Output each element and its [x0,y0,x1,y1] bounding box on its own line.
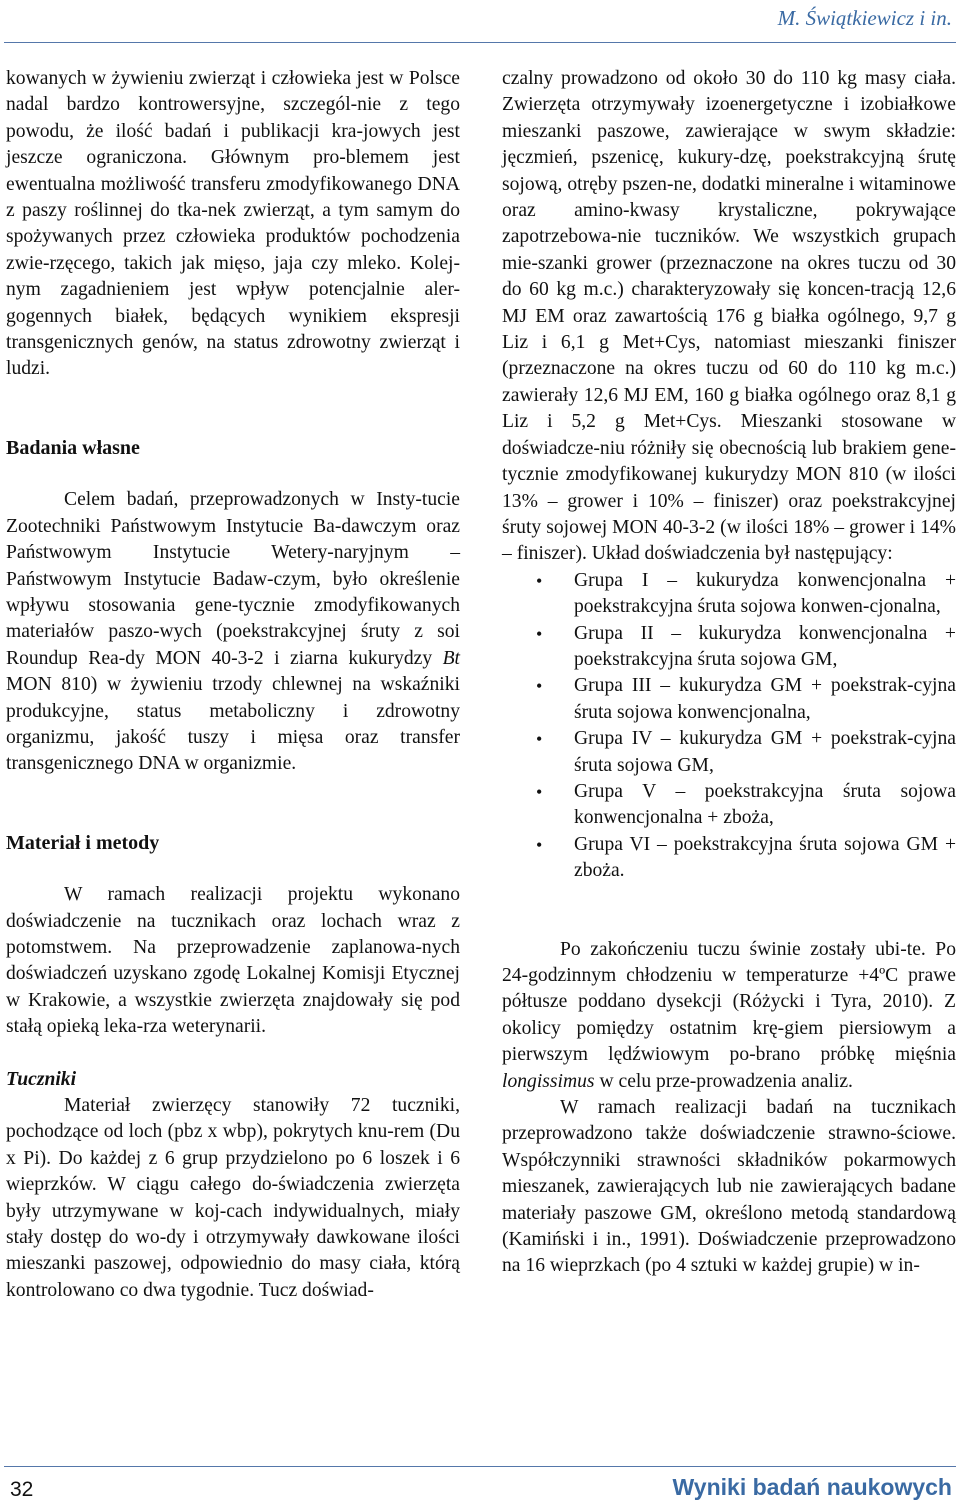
methods-paragraph: W ramach realizacji projektu wykonano doświadczenie na tucznikach oraz lochach wraz z potomstwem. Na przeprowadzenie zaplanowa-nych doświadczeń uzyskano zgodę Lokalnej Komisji Etycznej w Krakowie, a wszystkie zwierzęta znajdowały się pod stałą opieką leka-rza weterynarii. [6,884,460,1038]
list-item: • Grupa IV – kukurydza GM + poekstrak-cyjna śruta sojowa GM, [574,726,956,779]
list-item: • Grupa VI – poekstrakcyjna śruta sojowa GM + zboża. [574,832,956,885]
tuczniki-paragraph: Materiał zwierzęcy stanowiły 72 tuczniki, pochodzące od loch (pbz x wbp), pokrytych knu-rem (Du x Pi). Do każdej z 6 grup przydzielono po 6 loszek i 6 wieprzków. W ciągu całego do-świadczenia zwierzęta były utrzymywane w koj-cach indywidualnych, miały stały dostęp do wo-dy i otrzymywały dawkowane ilości mieszanki paszowej, odpowiednio do masy ciała, którą kontrolowano co dwa tygodnie. Tucz doświad- [6,1095,460,1301]
list-item: • Grupa V – poekstrakcyjna śruta sojowa konwencjonalna + zboża, [574,779,956,832]
right-column [502,66,956,1280]
running-header-author: M. Świątkiewicz i in. [777,6,952,30]
aim-paragraph: Celem badań, przeprowadzonych w Insty-tucie Zootechniki Państwowym Instytucie Ba-dawczym oraz Państwowym Instytucie Wetery-naryjnym – Państwowym Instytucie Badaw-czym, było określenie wpływu stosowania gene-tycznie zmodyfikowanych materiałów paszo-wych (poekstrakcyjnej śruty z soi Roundup Rea-dy MON 40-3-2 i ziarna kukurydzy Bt MON 810) w żywieniu trzody chlewnej na wskaźniki produkcyjne, status metaboliczny i zdrowotny organizmu, jakość tuszy i mięsa oraz transfer transgenicznego DNA w organizmie. [6,489,460,775]
experiment-groups-list [502,568,956,885]
longissimus-italic: longissimus [502,1070,595,1092]
heading-badania-wlasne: Badania własne [6,436,140,459]
heading-material-i-metody: Materiał i metody [6,831,160,854]
bt-italic: Bt [442,647,460,669]
left-column [6,66,460,1304]
slaughter-paragraph: Po zakończeniu tuczu świnie zostały ubi-te. Po 24-godzinnym chłodzeniu w temperaturze +4ºC prawe półtusze poddano dysekcji (Różycki i Tyra, 2010). Z okolicy pomiędzy ostatnim krę-giem piersiowym a pierwszym lędźwiowym po-brano próbkę mięśnia longissimus w celu prze-prowadzenia analiz. [502,938,956,1092]
subheading-tuczniki: Tuczniki [6,1068,77,1090]
running-footer-title: Wyniki badań naukowych [672,1474,952,1500]
page-number: 32 [10,1478,34,1501]
header-rule [4,42,956,43]
list-item: • Grupa I – kukurydza konwencjonalna + poekstrakcyjna śruta sojowa konwen-cjonalna, [574,568,956,621]
intro-paragraph: kowanych w żywieniu zwierząt i człowieka jest w Polsce nadal bardzo kontrowersyjne, szczegól-nie z tego powodu, że ilość badań i publikacji kra-jowych jest jeszcze ograniczona. Głównym pro-blemem jest ewentualna możliwość transferu zmodyfikowanego DNA z paszy roślinnej do tka-nek zwierząt, a tym samym do spożywanych przez człowieka produktów pochodzenia zwie-rzęcego, takich jak mięso, jaja czy mleko. Kolej-nym zagadnieniem jest wpływ potencjalnie aler-gogennych białek, będących wynikiem ekspresji transgenicznych genów, na status zdrowotny zwierząt i ludzi. [6,68,460,380]
footer-rule [4,1466,956,1467]
list-item: • Grupa III – kukurydza GM + poekstrak-cyjna śruta sojowa konwencjonalna, [574,673,956,726]
list-item: • Grupa II – kukurydza konwencjonalna + poekstrakcyjna śruta sojowa GM, [574,621,956,674]
digestibility-paragraph: W ramach realizacji badań na tucznikach przeprowadzono także doświadczenie strawno-ściowe. Współczynniki strawności składników pokarmowych mieszanek, zawierających lub nie zawierających badane materiały paszowe GM, określono metodą standardową (Kamiński i in., 1991). Doświadczenie przeprowadzono na 16 wieprzkach (po 4 sztuki w każdej grupie) w in- [502,1097,956,1277]
feeding-paragraph: czalny prowadzono od około 30 do 110 kg masy ciała. Zwierzęta otrzymywały izoenergetyczne i izobiałkowe mieszanki paszowe, zawierające w swym składzie: jęczmień, pszenicę, kukury-dzę, poekstrakcyjną śrutę sojową, otręby pszen-ne, dodatki mineralne i witaminowe oraz amino-kwasy krystaliczne, pokrywające zapotrzebowa-nie tuczników. We wszystkich grupach mie-szanki grower (przeznaczone na okres tuczu od 30 do 60 kg m.c.) charakteryzowały się koncen-tracją 12,6 MJ EM oraz zawartością 176 g białka ogólnego, 9,7 g Liz i 6,1 g Met+Cys, natomiast mieszanki finiszer (przeznaczone na okres tuczu od 60 do 110 kg m.c.) zawierały 12,6 MJ EM, 160 g białka ogólnego oraz 8,1 g Liz i 5,2 g Met+Cys. Mieszanki stosowane w doświadcze-niu różniły się obecnością lub brakiem gene-tycznie zmodyfikowanej kukurydzy MON 810 (w ilości 13% – grower i 10% – finiszer) oraz poekstrakcyjnej śruty sojowej MON 40-3-2 (w ilości 18% – grower i 14% – finiszer). Układ doświadczenia był następujący: [502,68,956,565]
